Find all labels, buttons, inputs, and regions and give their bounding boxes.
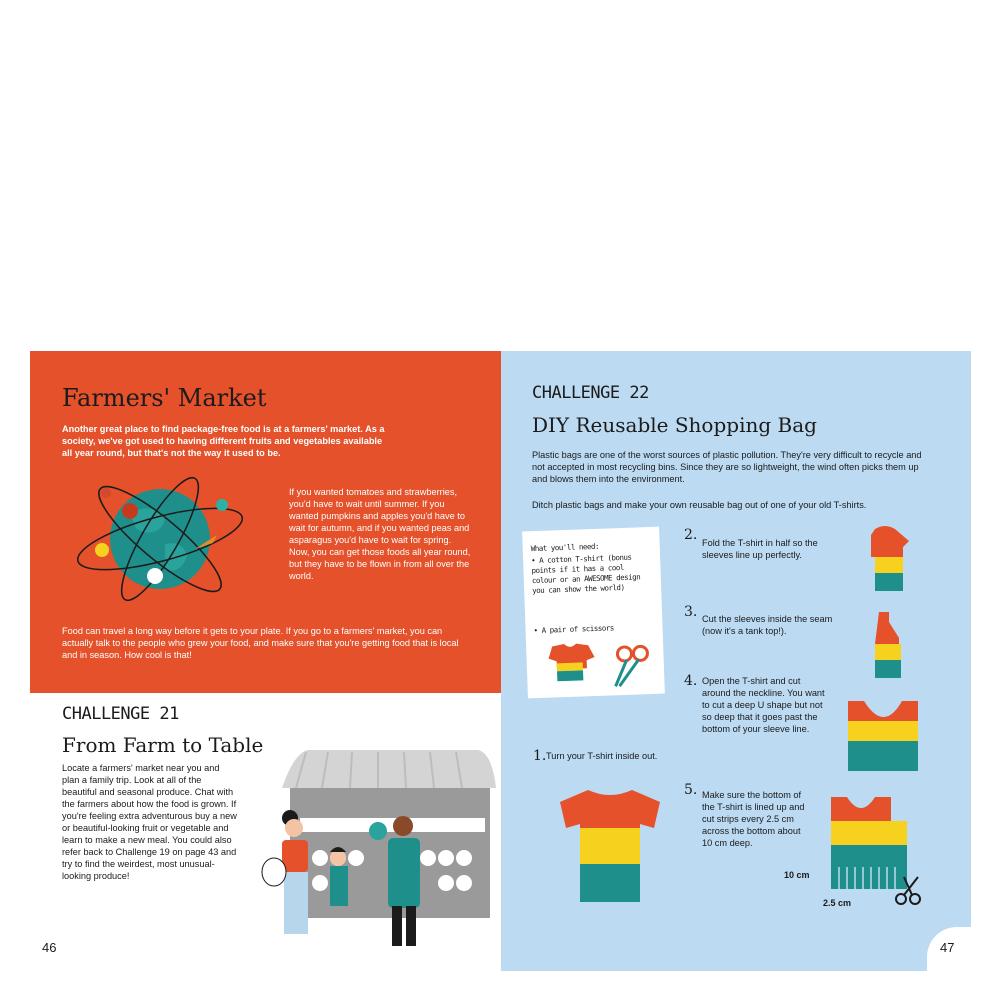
step-2-text: Fold the T-shirt in half so the sleeves line up perfectly. [702, 538, 818, 560]
challenge-22-title: DIY Reusable Shopping Bag [532, 413, 817, 437]
tank-top-icon [871, 608, 907, 680]
measure-10cm-label: 10 cm [784, 870, 810, 880]
tshirt-illustration [558, 784, 663, 904]
step-1-number: 1. [533, 748, 547, 764]
need-item-tshirt-text: A cotton T-shirt (bonus points if it has a cool colour or an AWESOME design you can show the world) [531, 552, 641, 596]
step-3-text: Cut the sleeves inside the seam (now it's a tank top!). [702, 614, 833, 636]
cut-neckline-icon [844, 695, 922, 775]
page-number-right: 47 [940, 940, 955, 955]
challenge-22-section [501, 351, 971, 971]
market-stall-illustration [260, 748, 498, 968]
page-corner [927, 927, 987, 987]
step-4-number: 4. [684, 673, 698, 689]
food-travel-paragraph: Food can travel a long way before it gets to your plate. If you go to a farmers' market, you can actually talk to the people who grew your food, and make sure that you're getting food that is local and in season. How cool is that! [62, 626, 459, 660]
seasons-paragraph: If you wanted tomatoes and strawberries, you'd have to wait until summer. If you wanted pumpkins and apples you'd have to wait for autumn, and if you wanted peas and asparagus you'd have to wait for spring. Now, you can get those foods all year round, but they have to be flown in from all over the world. [289, 487, 471, 581]
folded-tshirt-icon [871, 521, 911, 593]
step-3-number: 3. [684, 604, 698, 620]
book-spread [30, 351, 971, 971]
need-item-tshirt: • A cotton T-shirt (bonus points if it has a cool colour or an AWESOME design you can show the world) [530, 552, 641, 596]
farmers-market-intro: Another great place to find package-free food is at a farmers' market. As a society, we've got used to having different fruits and vegetables available all year round, but that's not the way it used to be. [62, 424, 385, 458]
step-2-number: 2. [684, 527, 698, 543]
challenge-21-text: Locate a farmers' market near you and plan a family trip. Look at all of the beautiful and seasonal produce. Chat with the farmers about how the food is grown. If you're feeling extra adventurous buy a new or beautiful-looking fruit or vegetable and learn to make a new meal. You could also refer back to Challenge 19 on page 43 and try to find the weirdest, most unusual-looking produce! [62, 763, 237, 881]
page-number-left: 46 [42, 940, 57, 955]
challenge-21-section [30, 693, 501, 971]
challenge-21-label: CHALLENGE 21 [62, 704, 179, 724]
step-5-number: 5. [684, 782, 698, 798]
measure-2-5cm-label: 2.5 cm [823, 898, 852, 908]
need-title: What you'll need: [530, 541, 600, 554]
challenge-22-intro: Plastic bags are one of the worst sources of plastic pollution. They're very difficult to recycle and not accepted in most recycling bins. Since they are so lightweight, the wind often picks them up and blows them into the environment. [532, 450, 922, 484]
step-4-text: Open the T-shirt and cut around the neckline. You want to cut a deep U shape but not so deep that it goes past the bottom of your sleeve line. [702, 676, 825, 734]
step-1-text: Turn your T-shirt inside out. [546, 751, 658, 761]
tshirt-scissors-icon [544, 639, 656, 693]
need-item-scissors-text: A pair of scissors [541, 623, 615, 635]
challenge-22-label: CHALLENGE 22 [532, 383, 649, 403]
farmers-market-section [30, 351, 501, 693]
need-item-scissors: • A pair of scissors [533, 623, 615, 636]
globe-illustration [70, 469, 245, 609]
farmers-market-title: Farmers' Market [62, 384, 267, 412]
step-5-text: Make sure the bottom of the T-shirt is lined up and cut strips every 2.5 cm across the bottom about 10 cm deep. [702, 790, 805, 848]
what-you-need-card [522, 527, 665, 699]
challenge-22-ditch: Ditch plastic bags and make your own reusable bag out of one of your old T-shirts. [532, 500, 867, 510]
challenge-21-title: From Farm to Table [62, 733, 264, 757]
scissors-icon [894, 875, 924, 907]
